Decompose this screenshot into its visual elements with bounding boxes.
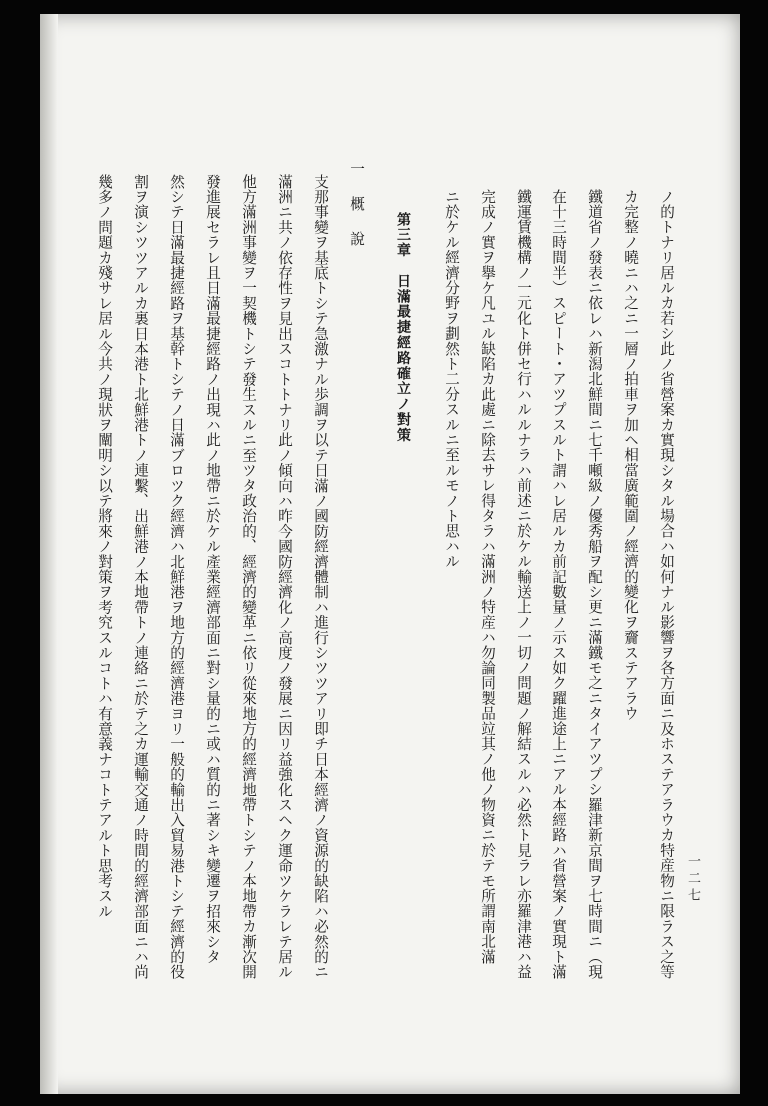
text-column: 鐵運賃機構ノ一元化ト併セ行ハルルナラハ前述ニ於ケル輸送上ノ一切ノ問題ノ解結スルハ必然ト見ラレ亦羅津港ハ益 (515, 189, 532, 980)
text-column: ニ於ケル經濟分野ヲ劃然ト二分スルニ至ルモノト思ハル (443, 189, 460, 569)
text-column: 完成ノ實ヲ擧ケ凡ユル缺陷カ此處ニ除去サレ得タラハ滿洲ノ特産ハ勿論同製品竝其ノ他ノ物資ニ於テモ所謂南北滿 (479, 189, 496, 965)
chapter-heading: 第三章 日滿最捷經路確立ノ對策 (395, 212, 411, 443)
text-column: 然シテ日滿最捷經路ヲ基幹トシテノ日滿ブロツク經濟ハ北鮮港ヲ地方的經濟港ヨリ一般的輸出入貿易港トシテ經濟的役 (168, 174, 185, 980)
book-page (40, 14, 740, 1094)
text-column: 割ヲ演シツツアルカ裏日本港ト北鮮港トノ連繫、出鮮港ノ本地帶トノ連絡ニ於テ之カ運輸交通ノ時間的經濟部面ニハ尚 (132, 174, 149, 980)
text-column: カ完整ノ曉ニハ之ニ一層ノ拍車ヲ加ヘ相當廣範圍ノ經濟的變化ヲ齎ステアラウ (622, 189, 639, 721)
text-column: ノ的トナリ居ルカ若シ此ノ省營案カ實現シタル場合ハ如何ナル影響ヲ各方面ニ及ホステアラウカ特産物ニ限ラス之等 (658, 189, 675, 980)
text-column: 滿洲ニ共ノ依存性ヲ見出スコトトナリ此ノ傾向ハ昨今國防經濟化ノ高度ノ發展ニ因リ益強化スヘク運命ツケラレテ居ル (276, 174, 293, 980)
text-column: 發進展セラレ且日滿最捷經路ノ出現ハ此ノ地帶ニ於ケル產業經濟部面ニ對シ量的ニ或ハ質的ニ著シキ變遷ヲ招來シタ (204, 174, 221, 965)
page-number: 一二七 (685, 854, 700, 905)
text-column: 支那事變ヲ基底トシテ急激ナル歩調ヲ以テ日滿ノ國防經濟體制ハ進行シツツアリ即チ日本經濟ノ資源的缺陷ハ必然的ニ (312, 174, 329, 980)
text-column: 鐵道省ノ發表ニ依レハ新潟北鮮間ニ七千噸級ノ優秀船ヲ配シ更ニ滿鐵モ之ニタイアツプシ羅津新京間ヲ七時間ニ（現 (586, 189, 603, 980)
text-column: 在十三時間半）スピート・アツプスルト謂ハレ居ルカ前記數量ノ示ス如ク躍進途上ニアル本經路ハ省營案ノ實現ト滿 (550, 189, 567, 980)
text-column: 他方滿洲事變ヲ一契機トシテ發生スルニ至ツタ政治的、經濟的變革ニ依リ從來地方的經濟地帶トシテノ本地帶カ漸次開 (240, 174, 257, 980)
section-heading: 一 概 說 (348, 161, 365, 249)
text-column: 幾多ノ問題カ殘サレ居ル今共ノ現狀ヲ闡明シ以テ將來ノ對策ヲ考究スルコトハ有意義ナコトテアルト思考スル (96, 174, 113, 919)
